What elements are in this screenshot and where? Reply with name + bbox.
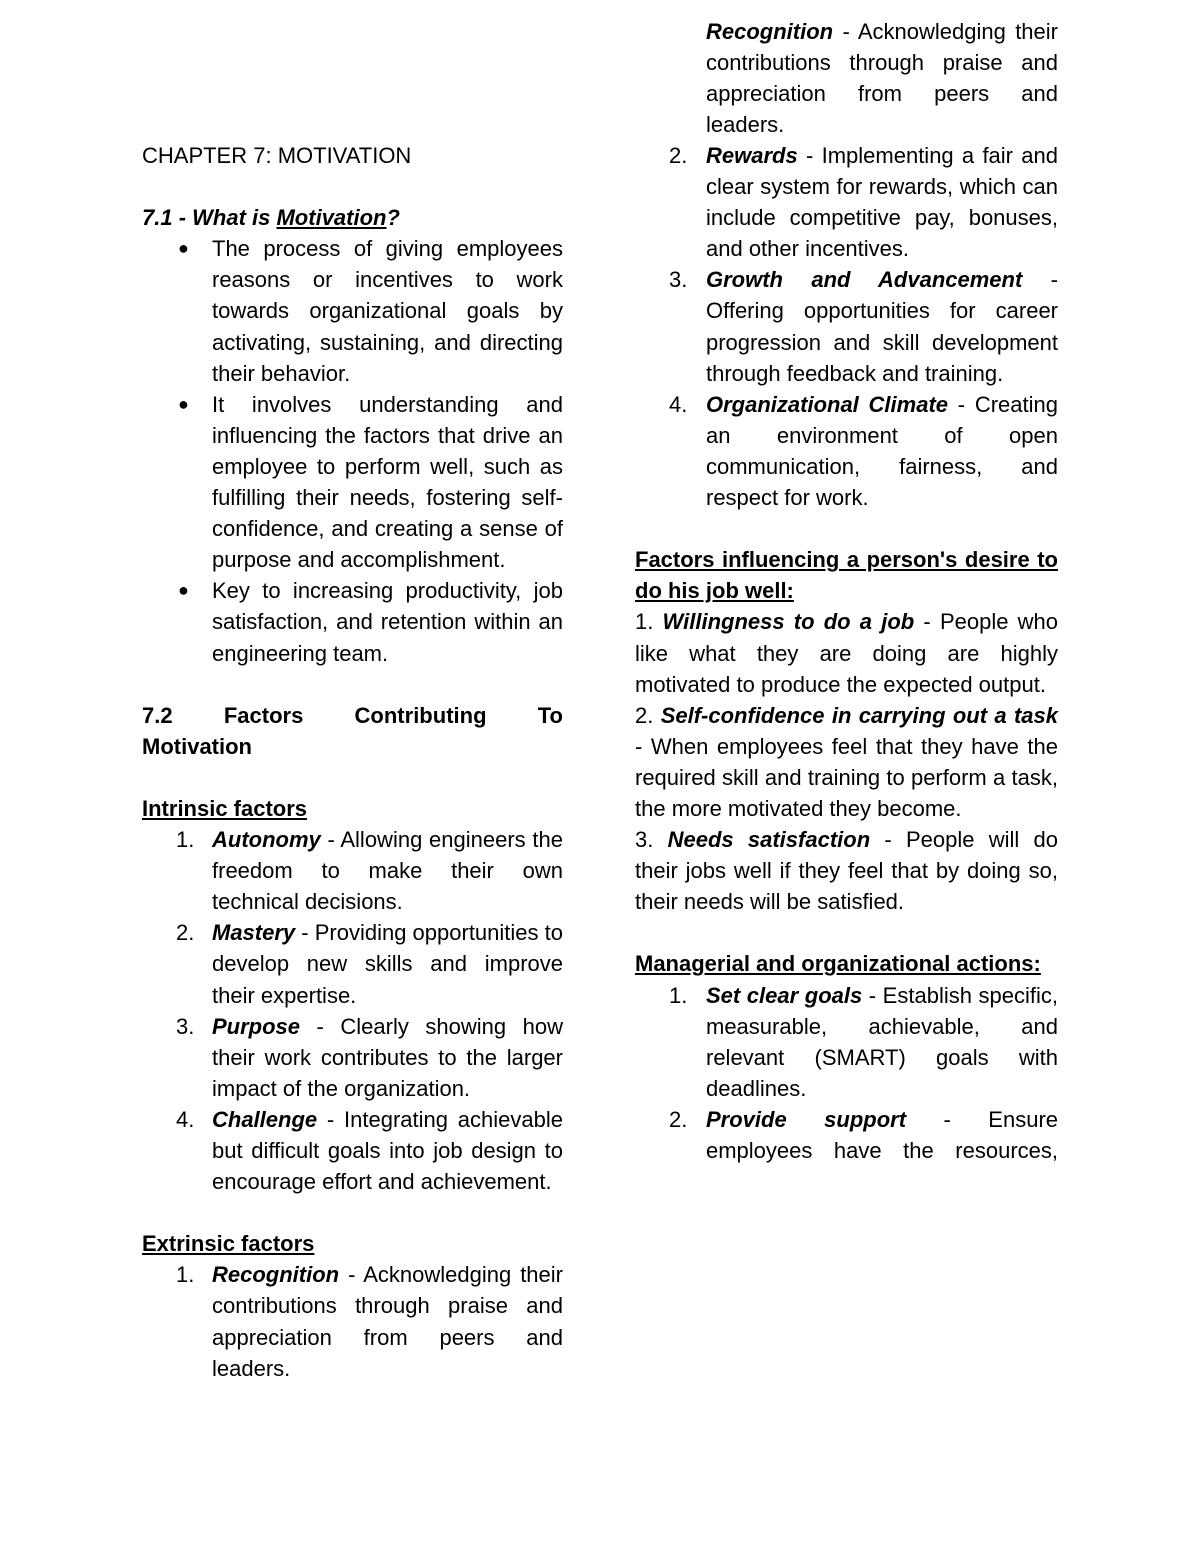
chapter-title: CHAPTER 7: MOTIVATION <box>142 143 412 168</box>
numbered-paragraph: 1. Willingness to do a job - People who like what they are doing are highly motivated to produce the expected output. <box>635 609 1058 697</box>
list-item: 1. Autonomy - Allowing engineers the freedom to make their own technical decisions. <box>176 827 563 915</box>
bullet-item: ● The process of giving employees reasons or incentives to work towards organizational goals by activating, sustaining, and directing their behavior. <box>142 233 563 388</box>
list-item: 3. Growth and Advancement - Offering opportunities for career progression and skill development through feedback and training. <box>669 267 1058 386</box>
list-item: 3. Purpose - Clearly showing how their work contributes to the larger impact of the organization. <box>176 1013 563 1101</box>
bullet-item: ● It involves understanding and influencing the factors that drive an employee to perform well, such as fulfilling their needs, fostering self-confidence, and creating a sense of purpose and accomplishment. <box>142 389 563 576</box>
managerial-heading: Managerial and organizational actions: <box>635 951 1041 977</box>
list-item: 4. Challenge - Integrating achievable but difficult goals into job design to encourage effort and achievement. <box>176 1106 563 1195</box>
bullet-item: ● Key to increasing productivity, job satisfaction, and retention within an engineering team. <box>142 575 563 668</box>
list-item: 1. Set clear goals - Establish specific, measurable, achievable, and relevant (SMART) goals with deadlines. <box>669 982 1058 1101</box>
bullet-icon: ● <box>178 580 189 601</box>
bullet-icon: ● <box>178 393 189 414</box>
list-item: 2. Provide support - Ensure employees have the resources, <box>669 1106 1059 1163</box>
right-column <box>635 18 1059 1166</box>
numbered-paragraph: 2. Self-confidence in carrying out a task - When employees feel that they have the required skill and training to perform a task, the more motivated they become. <box>635 702 1058 821</box>
bullet-icon: ● <box>178 238 189 259</box>
section-7-1-heading: 7.1 - What is Motivation? <box>142 205 400 231</box>
desire-heading: Factors influencing a person's desire to do his job well: <box>635 547 1058 604</box>
list-item: 2. Mastery - Providing opportunities to develop new skills and improve their expertise. <box>176 920 563 1008</box>
left-column <box>142 140 563 1381</box>
list-item: 4. Organizational Climate - Creating an environment of open communication, fairness, and respect for work. <box>669 391 1058 511</box>
intrinsic-heading: Intrinsic factors <box>142 795 308 821</box>
extrinsic-heading: Extrinsic factors <box>142 1231 315 1257</box>
numbered-paragraph: 3. Needs satisfaction - People will do their jobs well if they feel that by doing so, their needs will be satisfied. <box>635 827 1058 915</box>
list-item: 1. Recognition - Acknowledging their contributions through praise and appreciation from peers and leaders. <box>176 1262 563 1381</box>
list-item-continued: Recognition - Acknowledging their contributions through praise and appreciation from peers and leaders. <box>706 18 1058 137</box>
list-item: 2. Rewards - Implementing a fair and clear system for rewards, which can include competitive pay, bonuses, and other incentives. <box>669 143 1058 262</box>
section-7-2-heading: 7.2 Factors Contributing To Motivation <box>142 702 563 759</box>
